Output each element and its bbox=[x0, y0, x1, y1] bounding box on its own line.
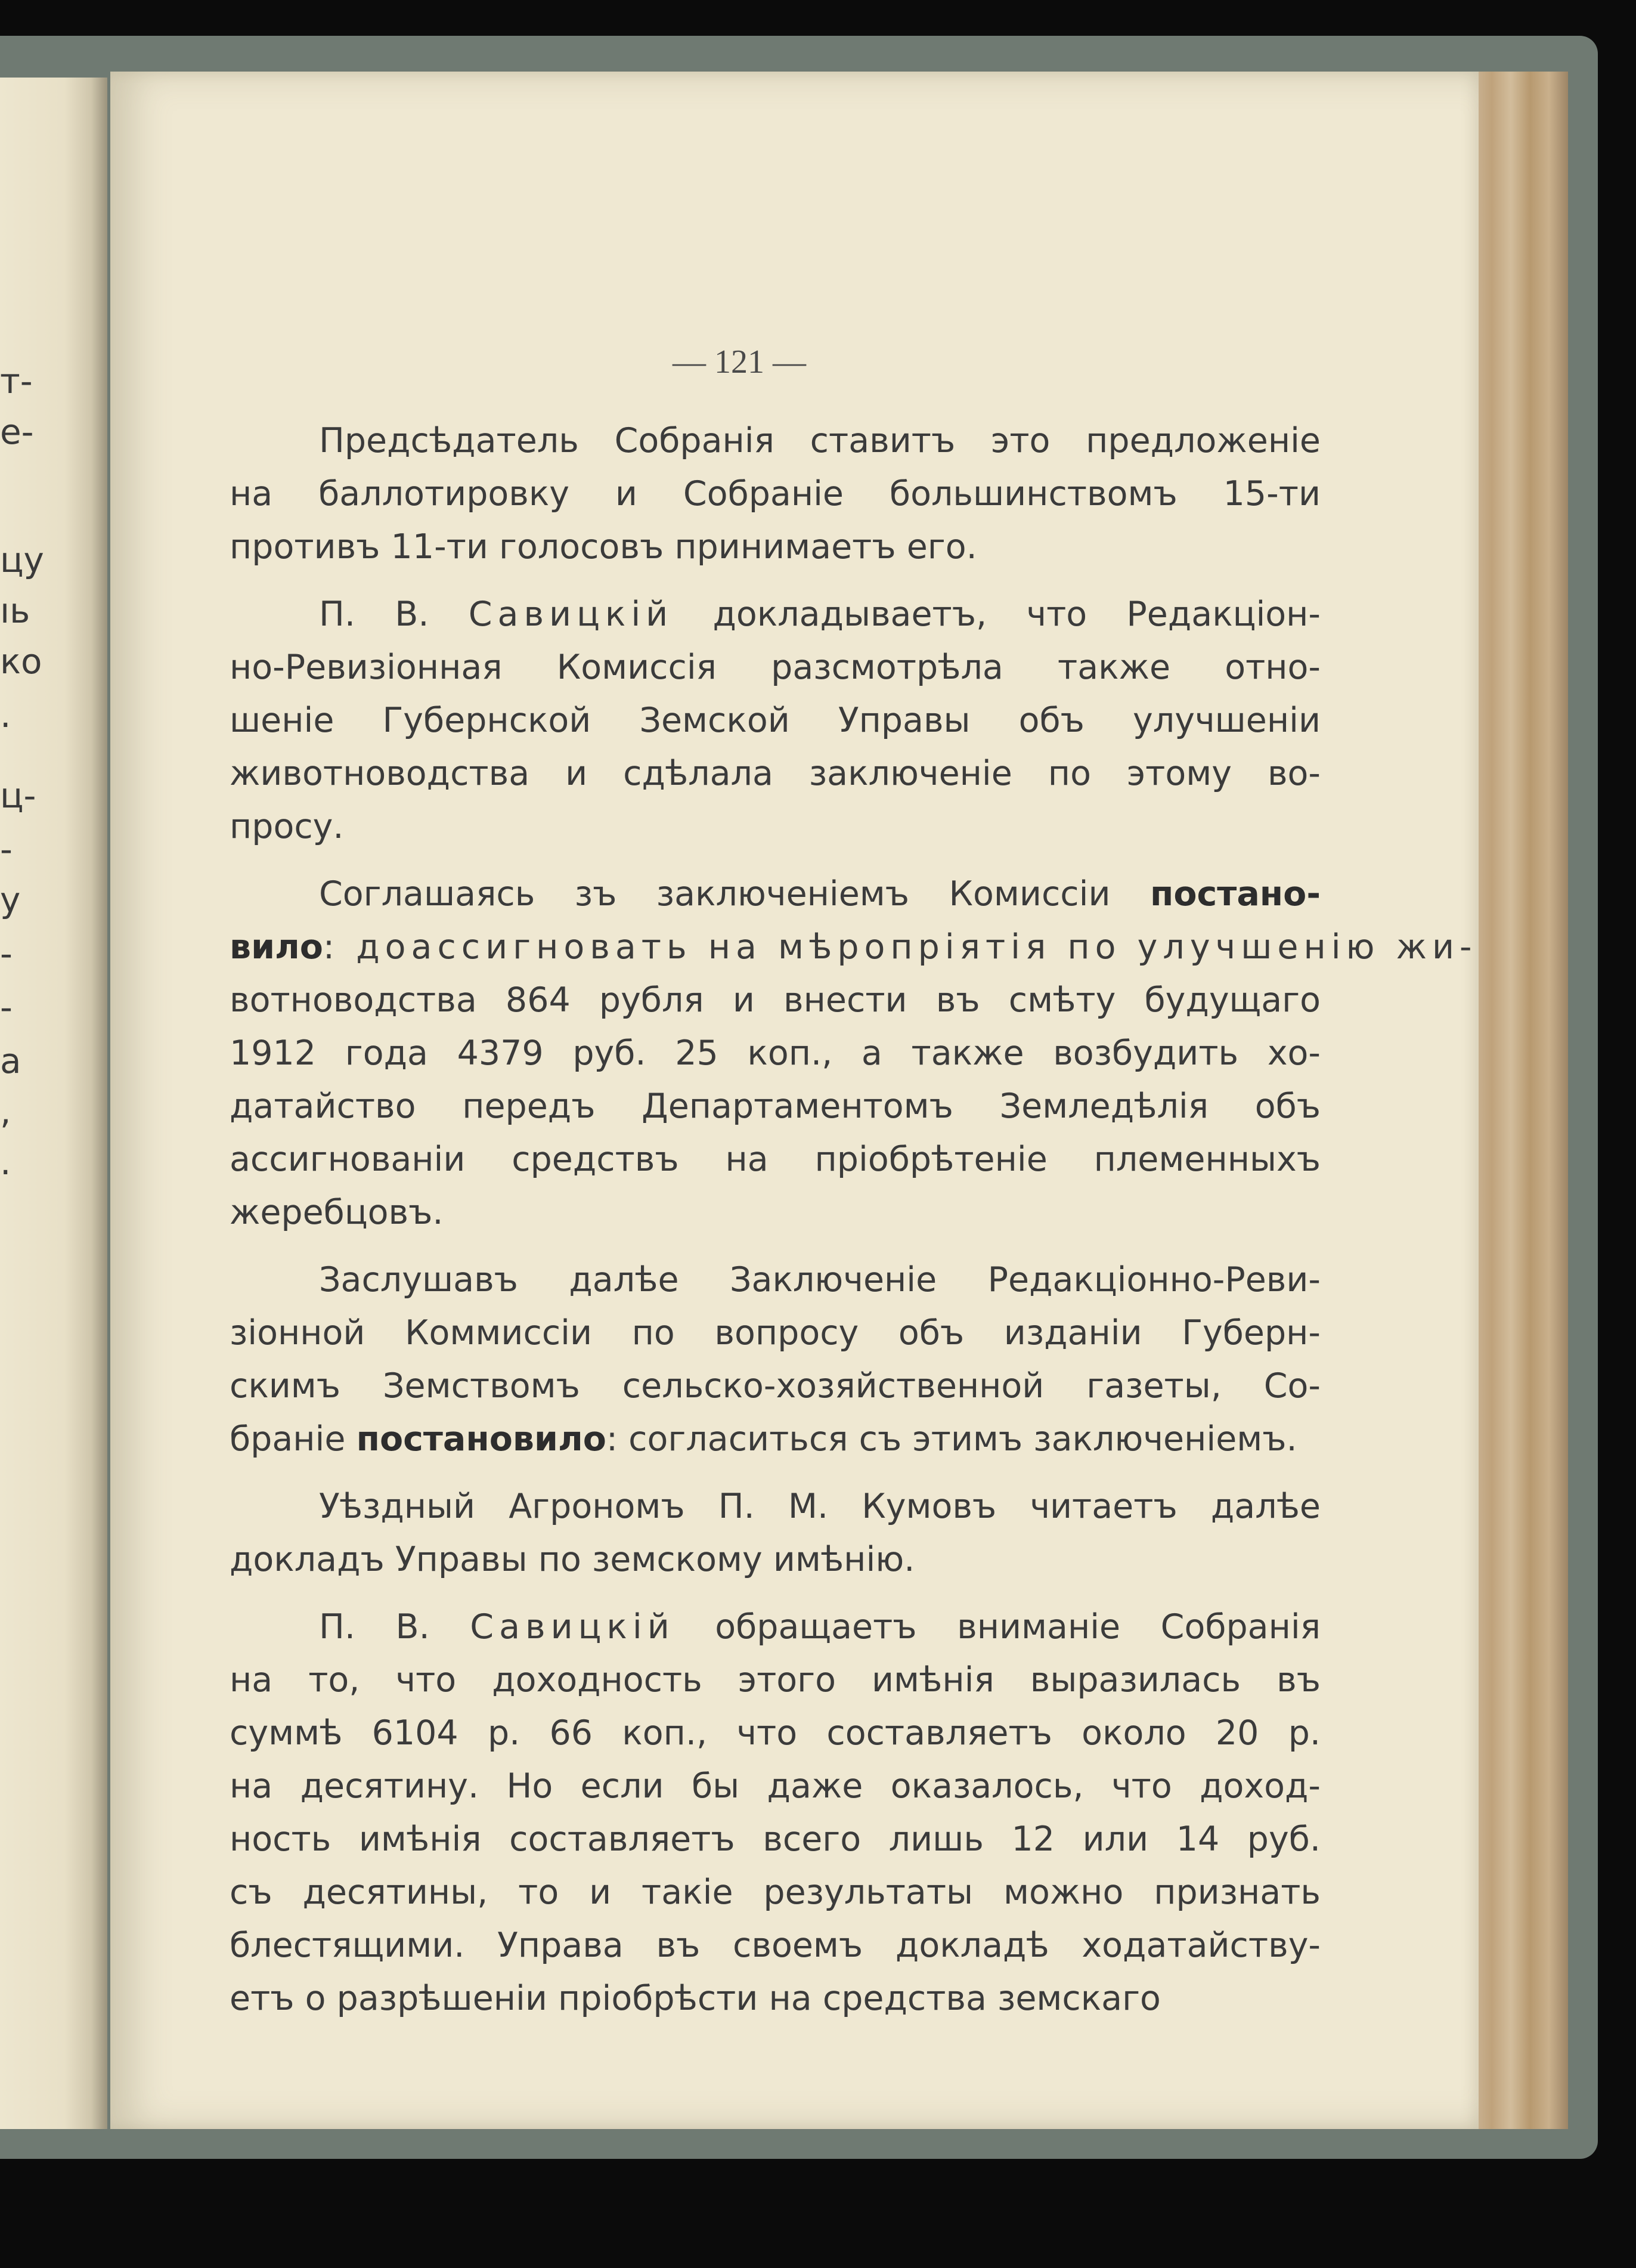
text-line bbox=[230, 468, 1321, 521]
paragraph bbox=[230, 588, 1321, 853]
text-line bbox=[230, 1307, 1321, 1360]
text-segment: съ десятины, то и такіе результаты можно признать bbox=[230, 1873, 1321, 1912]
body-text bbox=[230, 414, 1477, 2040]
text-segment: но-Ревизіонная Комиссія разсмотрѣла также отно- bbox=[230, 648, 1321, 687]
text-segment: шеніе Губернской Земской Управы объ улучшеніи bbox=[230, 701, 1321, 740]
left-page-fragment: , bbox=[0, 1091, 11, 1132]
page-block-edge bbox=[1473, 72, 1568, 2129]
text-segment: обращаетъ вниманіе Собранія bbox=[674, 1607, 1321, 1647]
text-line bbox=[230, 1707, 1321, 1760]
text-line bbox=[230, 1533, 1321, 1586]
text-segment: противъ 11-ти голосовъ принимаетъ его. bbox=[230, 527, 977, 567]
text-line bbox=[230, 1866, 1321, 1919]
text-segment: скимъ Земствомъ сельско-хозяйственной газеты, Со- bbox=[230, 1366, 1321, 1406]
text-line bbox=[230, 1413, 1321, 1466]
text-segment: суммѣ 6104 р. 66 коп., что составляетъ около 20 р. bbox=[230, 1713, 1321, 1753]
text-line bbox=[230, 1254, 1321, 1307]
text-segment: блестящими. Управа въ своемъ докладѣ ходатайству- bbox=[230, 1926, 1321, 1965]
text-segment: Заслушавъ далѣе Заключеніе Редакціонно-Реви- bbox=[319, 1260, 1321, 1299]
text-line bbox=[230, 1133, 1321, 1186]
resolution-word: постано- bbox=[1149, 874, 1321, 914]
text-segment: П. В. bbox=[319, 1607, 470, 1647]
resolution-word: вило bbox=[230, 927, 323, 967]
text-line bbox=[230, 1360, 1321, 1413]
text-line bbox=[230, 1654, 1321, 1707]
text-line bbox=[230, 1080, 1321, 1133]
text-line bbox=[230, 868, 1321, 921]
paragraph bbox=[230, 868, 1477, 1239]
text-segment: Уѣздный Агрономъ П. М. Кумовъ читаетъ далѣе bbox=[319, 1487, 1321, 1526]
text-segment: на десятину. Но если бы даже оказалось, что доход- bbox=[230, 1766, 1321, 1806]
resolution-word: постановило bbox=[356, 1419, 606, 1459]
text-line bbox=[230, 641, 1321, 694]
text-segment: Соглашаясь зъ заключеніемъ Комиссіи bbox=[319, 874, 1150, 914]
left-page-fragment: ко bbox=[0, 641, 42, 682]
text-line bbox=[230, 1813, 1321, 1866]
text-segment: ность имѣнія составляетъ всего лишь 12 или 14 руб. bbox=[230, 1820, 1321, 1859]
left-page-fragment: . bbox=[0, 1142, 11, 1183]
left-page-fragment: ıь bbox=[0, 590, 30, 631]
left-page-fragment: - bbox=[0, 933, 13, 974]
speaker-name: : доассигновать на мѣропріятія по улучшенію жи- bbox=[323, 927, 1477, 967]
text-segment: вотноводства 864 рубля и внести въ смѣту будущаго bbox=[230, 980, 1321, 1020]
left-page-fragment: - bbox=[0, 829, 13, 870]
paragraph bbox=[230, 1480, 1321, 1586]
left-page-fragment: т- bbox=[0, 361, 33, 401]
text-segment: животноводства и сдѣлала заключеніе по этому во- bbox=[230, 754, 1321, 793]
left-page-fragment: у bbox=[0, 880, 21, 920]
text-segment: браніе bbox=[230, 1419, 357, 1459]
text-line bbox=[230, 521, 1321, 574]
text-segment: на то, что доходность этого имѣнія выразилась въ bbox=[230, 1660, 1321, 1700]
text-segment: докладываетъ, что Редакціон- bbox=[673, 595, 1321, 634]
text-line bbox=[230, 921, 1477, 974]
previous-page bbox=[0, 78, 107, 2129]
text-segment: просу. bbox=[230, 807, 344, 846]
text-segment: датайство передъ Департаментомъ Земледѣлія объ bbox=[230, 1087, 1321, 1126]
paragraph bbox=[230, 414, 1321, 574]
left-page-fragment: a bbox=[0, 1041, 21, 1081]
text-line bbox=[230, 1760, 1321, 1813]
text-segment: етъ о разрѣшеніи пріобрѣсти на средства земскаго bbox=[230, 1979, 1161, 2018]
text-line bbox=[230, 1972, 1321, 2025]
text-segment: на баллотировку и Собраніе большинствомъ 15-ти bbox=[230, 474, 1321, 513]
page bbox=[110, 72, 1479, 2129]
text-line bbox=[230, 747, 1321, 800]
paragraph bbox=[230, 1254, 1321, 1466]
text-segment: : согласиться съ этимъ заключеніемъ. bbox=[606, 1419, 1297, 1459]
text-line bbox=[230, 800, 1321, 853]
text-line bbox=[230, 694, 1321, 747]
text-segment: жеребцовъ. bbox=[230, 1193, 444, 1232]
text-segment: П. В. bbox=[319, 595, 469, 634]
text-line bbox=[230, 1601, 1321, 1654]
text-segment: зіонной Коммиссіи по вопросу объ изданіи Губерн- bbox=[230, 1313, 1321, 1353]
text-line bbox=[230, 588, 1321, 641]
text-line bbox=[230, 1186, 1321, 1239]
text-line bbox=[230, 1919, 1321, 1972]
text-line bbox=[230, 414, 1321, 468]
paragraph bbox=[230, 1601, 1321, 2025]
text-segment: 1912 года 4379 руб. 25 коп., а также возбудить хо- bbox=[230, 1034, 1321, 1073]
left-page-fragment: ц- bbox=[0, 775, 36, 816]
left-page-fragment: . bbox=[0, 695, 11, 735]
text-segment: докладъ Управы по земскому имѣнію. bbox=[230, 1540, 915, 1579]
page-number: — 121 — bbox=[673, 344, 806, 380]
left-page-fragment: цу bbox=[0, 540, 44, 580]
text-line bbox=[230, 974, 1321, 1027]
text-line bbox=[230, 1480, 1321, 1533]
text-line bbox=[230, 1027, 1321, 1080]
speaker-name: Савицкій bbox=[468, 595, 674, 634]
left-page-fragment: е- bbox=[0, 411, 34, 452]
speaker-name: Савицкій bbox=[470, 1607, 675, 1647]
left-page-fragment: - bbox=[0, 987, 13, 1028]
text-segment: Предсѣдатель Собранія ставитъ это предложеніе bbox=[319, 421, 1321, 460]
text-segment: ассигнованіи средствъ на пріобрѣтеніе племенныхъ bbox=[230, 1140, 1321, 1179]
